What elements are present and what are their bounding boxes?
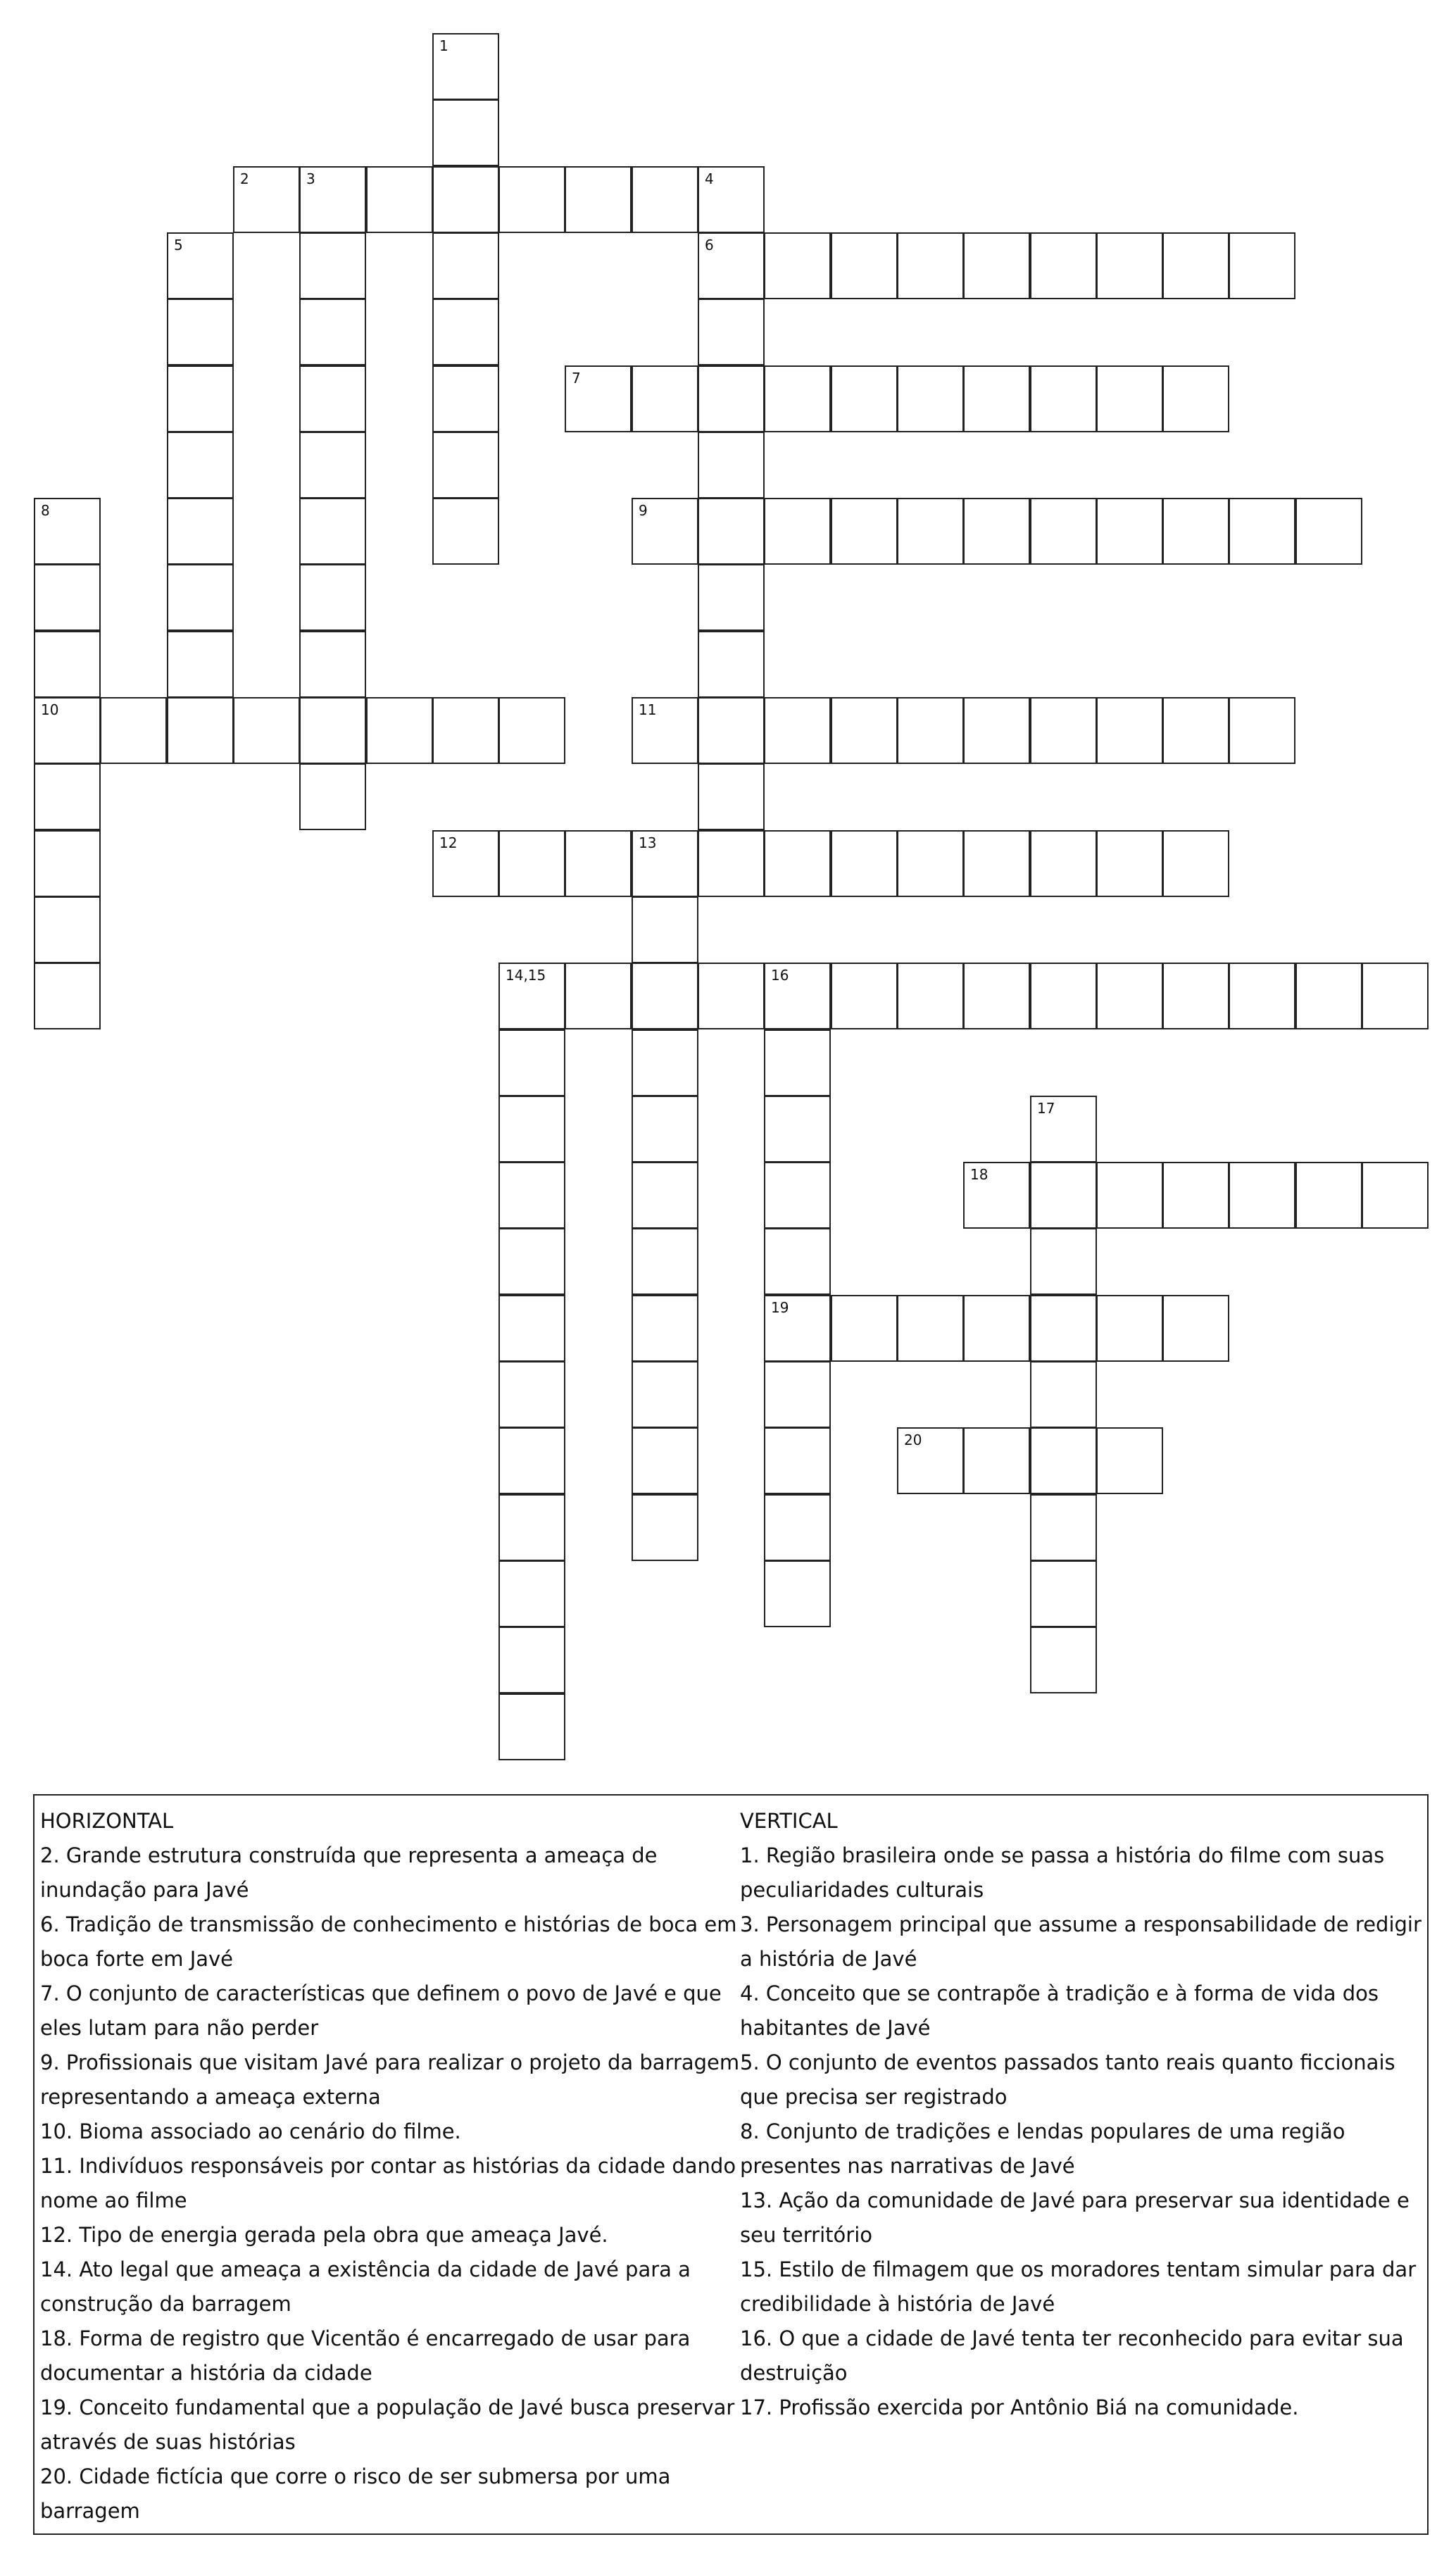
crossword-cell[interactable]	[1030, 1560, 1097, 1627]
crossword-cell[interactable]	[698, 498, 765, 565]
crossword-cell[interactable]	[764, 1162, 831, 1229]
clue-vertical: 16. O que a cidade de Javé tenta ter reconhecido para evitar sua destruição	[740, 2326, 1404, 2385]
crossword-cell[interactable]	[698, 631, 765, 698]
crossword-cell[interactable]	[34, 830, 101, 897]
crossword-cell[interactable]	[963, 830, 1030, 897]
crossword-cell[interactable]	[831, 830, 898, 897]
crossword-cell[interactable]	[167, 498, 234, 565]
crossword-cell[interactable]	[831, 697, 898, 764]
clue-horizontal: 6. Tradição de transmissão de conhecimento e histórias de boca em boca forte em Javé	[40, 1912, 737, 1971]
crossword-cell[interactable]	[432, 166, 499, 233]
crossword-cell[interactable]	[1096, 1295, 1163, 1362]
crossword-cell[interactable]	[1362, 963, 1429, 1029]
crossword-cell[interactable]	[366, 697, 433, 764]
clues-box	[33, 1794, 1429, 2535]
crossword-cell[interactable]	[764, 232, 831, 299]
crossword-cell[interactable]	[897, 697, 964, 764]
crossword-cell[interactable]	[299, 166, 366, 233]
crossword-cell[interactable]	[1096, 963, 1163, 1029]
crossword-cell[interactable]	[432, 830, 499, 897]
crossword-cell[interactable]	[299, 697, 366, 764]
crossword-cell[interactable]	[764, 830, 831, 897]
crossword-cell[interactable]	[34, 697, 101, 764]
crossword-cell[interactable]	[1162, 1295, 1229, 1362]
crossword-cell[interactable]	[167, 432, 234, 499]
crossword-cell[interactable]	[963, 365, 1030, 432]
crossword-cell[interactable]	[632, 498, 698, 565]
clue-horizontal: 11. Indivíduos responsáveis por contar as histórias da cidade dando nome ao filme	[40, 2154, 736, 2212]
crossword-cell[interactable]	[498, 166, 565, 233]
crossword-cell[interactable]	[1096, 232, 1163, 299]
crossword-cell[interactable]	[831, 1295, 898, 1362]
crossword-cell[interactable]	[498, 1494, 565, 1561]
crossword-cell[interactable]	[498, 1361, 565, 1428]
crossword-cell[interactable]	[1229, 1162, 1295, 1229]
clue-number: 12	[439, 834, 458, 851]
crossword-cell[interactable]	[498, 1427, 565, 1494]
crossword-cell[interactable]	[498, 1627, 565, 1693]
crossword-cell[interactable]	[432, 99, 499, 166]
clue-number: 2	[240, 170, 249, 187]
crossword-cell[interactable]	[698, 763, 765, 830]
crossword-cell[interactable]	[100, 697, 167, 764]
crossword-cell[interactable]	[1162, 498, 1229, 565]
clue-number: 9	[639, 502, 648, 519]
crossword-cell[interactable]	[632, 830, 698, 897]
crossword-cell[interactable]	[897, 830, 964, 897]
crossword-cell[interactable]	[432, 697, 499, 764]
crossword-cell[interactable]	[632, 697, 698, 764]
crossword-cell[interactable]	[698, 830, 765, 897]
crossword-cell[interactable]	[1030, 830, 1097, 897]
clue-number: 18	[970, 1166, 989, 1183]
crossword-cell[interactable]	[34, 896, 101, 963]
clue-vertical: 15. Estilo de filmagem que os moradores tentam simular para dar credibilidade à história de Javé	[740, 2257, 1417, 2316]
crossword-cell[interactable]	[698, 432, 765, 499]
crossword-cell[interactable]	[432, 432, 499, 499]
clue-number: 7	[572, 370, 581, 387]
crossword-cell[interactable]	[1362, 1162, 1429, 1229]
crossword-cell[interactable]	[698, 963, 765, 1029]
crossword-cell[interactable]	[897, 1295, 964, 1362]
clue-number: 10	[41, 701, 59, 718]
crossword-cell[interactable]	[1096, 498, 1163, 565]
crossword-cell[interactable]	[498, 963, 565, 1029]
crossword-cell[interactable]	[1030, 365, 1097, 432]
clue-number: 4	[705, 170, 714, 187]
clue-number: 5	[174, 237, 183, 253]
crossword-cell[interactable]	[698, 299, 765, 365]
crossword-cell[interactable]	[233, 166, 300, 233]
crossword-cell[interactable]	[34, 564, 101, 631]
crossword-cell[interactable]	[897, 232, 964, 299]
crossword-cell[interactable]	[167, 365, 234, 432]
crossword-cell[interactable]	[498, 1693, 565, 1760]
crossword-cell[interactable]	[764, 365, 831, 432]
clue-number: 3	[306, 170, 315, 187]
crossword-cell[interactable]	[831, 232, 898, 299]
clue-vertical: 3. Personagem principal que assume a responsabilidade de redigir a história de Javé	[740, 1912, 1422, 1971]
crossword-cell[interactable]	[1162, 365, 1229, 432]
crossword-cell[interactable]	[299, 498, 366, 565]
crossword-cell[interactable]	[1229, 232, 1295, 299]
crossword-cell[interactable]	[764, 1029, 831, 1096]
crossword-cell[interactable]	[1162, 697, 1229, 764]
crossword-cell[interactable]	[831, 365, 898, 432]
vertical-clues	[740, 1804, 1423, 2425]
crossword-cell[interactable]	[764, 1560, 831, 1627]
clue-vertical: 17. Profissão exercida por Antônio Biá na comunidade.	[740, 2395, 1299, 2419]
crossword-cell[interactable]	[1096, 697, 1163, 764]
crossword-cell[interactable]	[632, 1029, 698, 1096]
clue-number: 1	[439, 37, 448, 54]
crossword-cell[interactable]	[432, 33, 499, 100]
crossword-cell[interactable]	[498, 830, 565, 897]
crossword-cell[interactable]	[167, 631, 234, 698]
clue-horizontal: 18. Forma de registro que Vicentão é encarregado de usar para documentar a história da cidade	[40, 2326, 691, 2385]
crossword-cell[interactable]	[299, 365, 366, 432]
crossword-cell[interactable]	[1229, 498, 1295, 565]
crossword-cell[interactable]	[299, 763, 366, 830]
crossword-cell[interactable]	[299, 564, 366, 631]
crossword-cell[interactable]	[963, 498, 1030, 565]
crossword-cell[interactable]	[897, 1427, 964, 1494]
crossword-cell[interactable]	[698, 232, 765, 299]
crossword-cell[interactable]	[432, 232, 499, 299]
crossword-cell[interactable]	[632, 1361, 698, 1428]
clue-horizontal: 7. O conjunto de características que definem o povo de Javé e que eles lutam para não perder	[40, 1981, 722, 2040]
horizontal-title: HORIZONTAL	[40, 1809, 174, 1833]
crossword-cell[interactable]	[963, 963, 1030, 1029]
crossword-cell[interactable]	[632, 1162, 698, 1229]
horizontal-clues	[40, 1804, 744, 2529]
crossword-cell[interactable]	[1096, 1427, 1163, 1494]
vertical-title: VERTICAL	[740, 1809, 838, 1833]
crossword-cell[interactable]	[1030, 1627, 1097, 1693]
crossword-cell[interactable]	[299, 432, 366, 499]
crossword-cell[interactable]	[498, 1295, 565, 1362]
crossword-cell[interactable]	[498, 1096, 565, 1163]
crossword-cell[interactable]	[1162, 830, 1229, 897]
crossword-cell[interactable]	[1096, 830, 1163, 897]
crossword-cell[interactable]	[698, 365, 765, 432]
clue-vertical: 13. Ação da comunidade de Javé para preservar sua identidade e seu território	[740, 2188, 1410, 2247]
crossword-cell[interactable]	[698, 166, 765, 233]
crossword-cell[interactable]	[498, 697, 565, 764]
crossword-cell[interactable]	[233, 697, 300, 764]
crossword-cell[interactable]	[1229, 963, 1295, 1029]
crossword-cell[interactable]	[632, 1427, 698, 1494]
crossword-cell[interactable]	[565, 166, 632, 233]
crossword-cell[interactable]	[1229, 697, 1295, 764]
crossword-cell[interactable]	[34, 963, 101, 1029]
crossword-cell[interactable]	[1295, 498, 1362, 565]
crossword-cell[interactable]	[963, 697, 1030, 764]
crossword-cell[interactable]	[764, 1096, 831, 1163]
crossword-cell[interactable]	[831, 498, 898, 565]
crossword-cell[interactable]	[764, 1427, 831, 1494]
crossword-cell[interactable]	[432, 299, 499, 365]
crossword-cell[interactable]	[1030, 1361, 1097, 1428]
crossword-cell[interactable]	[1096, 1162, 1163, 1229]
crossword-cell[interactable]	[432, 365, 499, 432]
crossword-cell[interactable]	[764, 1361, 831, 1428]
crossword-cell[interactable]	[498, 1029, 565, 1096]
crossword-cell[interactable]	[698, 564, 765, 631]
crossword-cell[interactable]	[1030, 697, 1097, 764]
crossword-cell[interactable]	[1162, 1162, 1229, 1229]
crossword-cell[interactable]	[34, 763, 101, 830]
clue-horizontal: 9. Profissionais que visitam Javé para realizar o projeto da barragem representando a ameaça externa	[40, 2050, 740, 2109]
clue-number: 19	[771, 1299, 789, 1316]
crossword-cell[interactable]	[1030, 1228, 1097, 1295]
crossword-cell[interactable]	[1030, 1494, 1097, 1561]
clue-horizontal: 14. Ato legal que ameaça a existência da cidade de Javé para a construção da barragem	[40, 2257, 691, 2316]
clue-horizontal: 12. Tipo de energia gerada pela obra que ameaça Javé.	[40, 2223, 608, 2247]
crossword-cell[interactable]	[167, 232, 234, 299]
clue-number: 13	[639, 834, 657, 851]
clue-number: 20	[904, 1432, 922, 1448]
crossword-cell[interactable]	[764, 963, 831, 1029]
crossword-cell[interactable]	[1030, 963, 1097, 1029]
clue-number: 17	[1037, 1100, 1055, 1117]
crossword-cell[interactable]	[167, 564, 234, 631]
clue-horizontal: 2. Grande estrutura construída que representa a ameaça de inundação para Javé	[40, 1843, 658, 1902]
crossword-cell[interactable]	[632, 1096, 698, 1163]
crossword-cell[interactable]	[632, 1295, 698, 1362]
crossword-cell[interactable]	[764, 697, 831, 764]
crossword-cell[interactable]	[764, 1494, 831, 1561]
crossword-cell[interactable]	[897, 963, 964, 1029]
crossword-cell[interactable]	[632, 1494, 698, 1561]
crossword-cell[interactable]	[1162, 963, 1229, 1029]
crossword-cell[interactable]	[1295, 1162, 1362, 1229]
crossword-cell[interactable]	[963, 1162, 1030, 1229]
crossword-cell[interactable]	[897, 498, 964, 565]
clue-number: 11	[639, 701, 657, 718]
crossword-cell[interactable]	[1030, 498, 1097, 565]
crossword-cell[interactable]	[299, 232, 366, 299]
crossword-cell[interactable]	[498, 1560, 565, 1627]
crossword-cell[interactable]	[34, 631, 101, 698]
crossword-cell[interactable]	[299, 299, 366, 365]
crossword-cell[interactable]	[963, 232, 1030, 299]
clue-vertical: 4. Conceito que se contrapõe à tradição e à forma de vida dos habitantes de Javé	[740, 1981, 1379, 2040]
crossword-cell[interactable]	[632, 1228, 698, 1295]
crossword-cell[interactable]	[963, 1295, 1030, 1362]
crossword-cell[interactable]	[831, 963, 898, 1029]
clue-horizontal: 20. Cidade fictícia que corre o risco de ser submersa por uma barragem	[40, 2464, 671, 2523]
clue-horizontal: 19. Conceito fundamental que a população de Javé busca preservar através de suas histórias	[40, 2395, 735, 2454]
crossword-cell[interactable]	[1030, 1096, 1097, 1163]
clue-number: 6	[705, 237, 714, 253]
clue-number: 14,15	[506, 967, 546, 984]
crossword-cell[interactable]	[897, 365, 964, 432]
crossword-cell[interactable]	[1295, 963, 1362, 1029]
crossword-cell[interactable]	[1030, 1295, 1097, 1362]
crossword-cell[interactable]	[764, 1295, 831, 1362]
crossword-cell[interactable]	[34, 498, 101, 565]
crossword-cell[interactable]	[632, 365, 698, 432]
crossword-cell[interactable]	[963, 1427, 1030, 1494]
clue-number: 16	[771, 967, 789, 984]
crossword-cell[interactable]	[498, 1228, 565, 1295]
crossword-cell[interactable]	[565, 963, 632, 1029]
clue-horizontal: 10. Bioma associado ao cenário do filme.	[40, 2119, 461, 2143]
crossword-cell[interactable]	[1030, 232, 1097, 299]
clue-vertical: 8. Conjunto de tradições e lendas populares de uma região presentes nas narrativas de Javé	[740, 2119, 1345, 2178]
clue-number: 8	[41, 502, 50, 519]
crossword-cell[interactable]	[764, 1228, 831, 1295]
crossword-cell[interactable]	[299, 631, 366, 698]
crossword-cell[interactable]	[432, 498, 499, 565]
crossword-cell[interactable]	[764, 498, 831, 565]
crossword-cell[interactable]	[1030, 1162, 1097, 1229]
crossword-cell[interactable]	[1162, 232, 1229, 299]
crossword-cell[interactable]	[565, 365, 632, 432]
crossword-cell[interactable]	[1030, 1427, 1097, 1494]
crossword-cell[interactable]	[698, 697, 765, 764]
crossword-cell[interactable]	[498, 1162, 565, 1229]
crossword-cell[interactable]	[632, 963, 698, 1029]
crossword-cell[interactable]	[632, 166, 698, 233]
crossword-cell[interactable]	[167, 697, 234, 764]
crossword-cell[interactable]	[167, 299, 234, 365]
crossword-cell[interactable]	[1096, 365, 1163, 432]
clue-vertical: 1. Região brasileira onde se passa a história do filme com suas peculiaridades culturais	[740, 1843, 1385, 1902]
clue-vertical: 5. O conjunto de eventos passados tanto reais quanto ficcionais que precisa ser registrado	[740, 2050, 1395, 2109]
crossword-cell[interactable]	[366, 166, 433, 233]
crossword-cell[interactable]	[565, 830, 632, 897]
crossword-cell[interactable]	[632, 896, 698, 963]
